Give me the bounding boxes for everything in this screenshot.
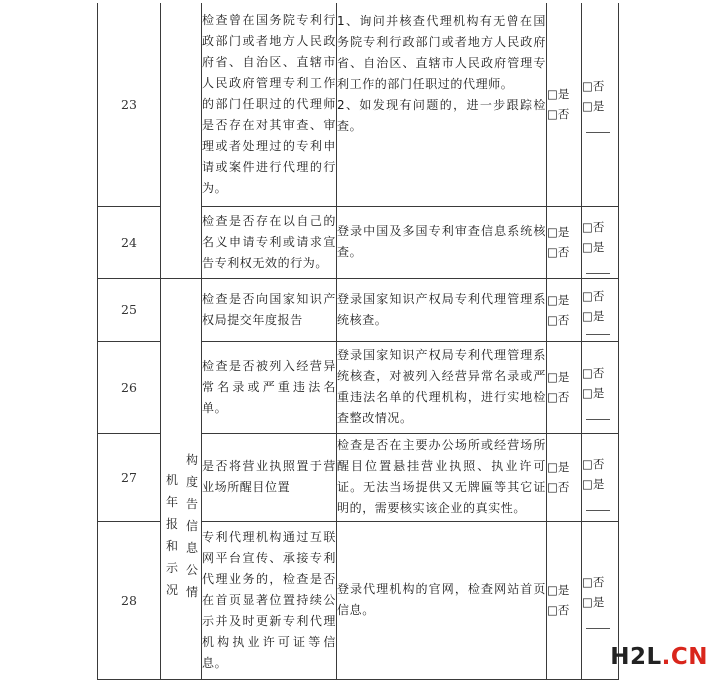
row-number: 27 bbox=[98, 433, 161, 521]
result-no-checkbox[interactable]: □否 bbox=[547, 390, 570, 404]
check-method: 检查是否在主要办公场所或经营场所醒目位置悬挂营业执照、执业许可证。无法当场提供又无牌匾等其它证明的，需要核实该企业的真实性。 bbox=[337, 433, 547, 521]
result-options bbox=[547, 433, 582, 521]
conclusion-options bbox=[582, 3, 619, 206]
check-item: 检查曾在国务院专利行政部门或者地方人民政府省、自治区、直辖市人民政府管理专利工作的部门任职过的代理师是否存在对其审查、审理或者处理过的专利申请或案件进行代理的行为。 bbox=[202, 3, 337, 206]
check-item: 是否将营业执照置于营业场所醒目位置 bbox=[202, 433, 337, 521]
conclusion-options bbox=[582, 433, 619, 521]
result-no-checkbox[interactable]: □否 bbox=[547, 603, 570, 617]
result-yes-checkbox[interactable]: □是 bbox=[547, 87, 570, 102]
inspection-table bbox=[97, 3, 619, 680]
table-row bbox=[98, 3, 619, 206]
result-options bbox=[547, 521, 582, 679]
row-number: 26 bbox=[98, 341, 161, 433]
watermark-text-right: .CN bbox=[661, 644, 708, 670]
blank-line bbox=[586, 403, 610, 420]
conclusion-no-checkbox[interactable]: □否 bbox=[582, 365, 605, 380]
conclusion-yes-checkbox[interactable]: □是 bbox=[582, 476, 605, 491]
category-cell bbox=[161, 278, 202, 679]
check-method: 登录中国及多国专利审查信息系统核查。 bbox=[337, 206, 547, 278]
conclusion-no-checkbox[interactable]: □否 bbox=[582, 456, 605, 471]
result-options bbox=[547, 3, 582, 206]
check-method: 登录国家知识产权局专利代理管理系统核查，对被列入经营异常名录或严重违法名单的代理机构，进行实地检查整改情况。 bbox=[337, 341, 547, 433]
check-item: 检查是否向国家知识产权局提交年度报告 bbox=[202, 278, 337, 341]
result-no-checkbox[interactable]: □否 bbox=[547, 107, 570, 122]
method-text: 1、询问并核查代理机构有无曾在国务院专利行政部门或者地方人民政府省、自治区、直辖市人民政府管理专利工作的部门任职过的代理师。 2、如发现有问题的，进一步跟踪检查。 bbox=[337, 14, 546, 133]
check-item: 检查是否存在以自己的名义申请专利或请求宣告专利权无效的行为。 bbox=[202, 206, 337, 278]
blank-line bbox=[586, 326, 610, 335]
conclusion-yes-checkbox[interactable]: □是 bbox=[582, 594, 605, 609]
watermark-text-left: H2L bbox=[610, 644, 662, 670]
check-method bbox=[337, 3, 547, 206]
check-method: 登录代理机构的官网，检查网站首页信息。 bbox=[337, 521, 547, 679]
check-item: 检查是否被列入经营异常名录或严重违法名单。 bbox=[202, 341, 337, 433]
conclusion-options bbox=[582, 278, 619, 341]
result-no-checkbox[interactable]: □否 bbox=[547, 312, 570, 327]
conclusion-yes-checkbox[interactable]: □是 bbox=[582, 309, 605, 323]
result-yes-checkbox[interactable]: □是 bbox=[547, 460, 570, 474]
conclusion-yes-checkbox[interactable]: □是 bbox=[582, 385, 605, 400]
category-text-col-b: 构 度 告 信 息 公 情 bbox=[185, 452, 198, 599]
conclusion-options bbox=[582, 341, 619, 433]
result-no-checkbox[interactable]: □否 bbox=[547, 480, 570, 494]
blank-line bbox=[586, 494, 610, 511]
conclusion-options bbox=[582, 206, 619, 278]
category-text-col-a: 机 年 报 和 示 况 bbox=[165, 472, 178, 597]
conclusion-no-checkbox[interactable]: □否 bbox=[582, 219, 605, 234]
result-yes-checkbox[interactable]: □是 bbox=[547, 370, 570, 384]
result-options bbox=[547, 341, 582, 433]
result-options bbox=[547, 278, 582, 341]
category-cell-empty bbox=[161, 3, 202, 278]
row-number: 28 bbox=[98, 521, 161, 679]
conclusion-yes-checkbox[interactable]: □是 bbox=[582, 98, 605, 113]
result-yes-checkbox[interactable]: □是 bbox=[547, 292, 570, 307]
table-row bbox=[98, 278, 619, 341]
row-number: 25 bbox=[98, 278, 161, 341]
check-method: 登录国家知识产权局专利代理管理系统核查。 bbox=[337, 278, 547, 341]
blank-line bbox=[586, 257, 610, 274]
row-number: 24 bbox=[98, 206, 161, 278]
result-yes-checkbox[interactable]: □是 bbox=[547, 583, 570, 597]
conclusion-no-checkbox[interactable]: □否 bbox=[582, 289, 605, 303]
result-no-checkbox[interactable]: □否 bbox=[547, 245, 570, 259]
blank-line bbox=[586, 116, 610, 133]
site-watermark-logo bbox=[610, 644, 708, 670]
conclusion-no-checkbox[interactable]: □否 bbox=[582, 574, 605, 589]
conclusion-yes-checkbox[interactable]: □是 bbox=[582, 239, 605, 254]
result-yes-checkbox[interactable]: □是 bbox=[547, 225, 570, 239]
result-options bbox=[547, 206, 582, 278]
conclusion-no-checkbox[interactable]: □否 bbox=[582, 78, 605, 93]
row-number: 23 bbox=[98, 3, 161, 206]
check-item: 专利代理机构通过互联网平台宣传、承接专利代理业务的，检查是否在首页显著位置持续公示并及时更新专利代理机构执业许可证等信息。 bbox=[202, 521, 337, 679]
blank-line bbox=[586, 612, 610, 629]
